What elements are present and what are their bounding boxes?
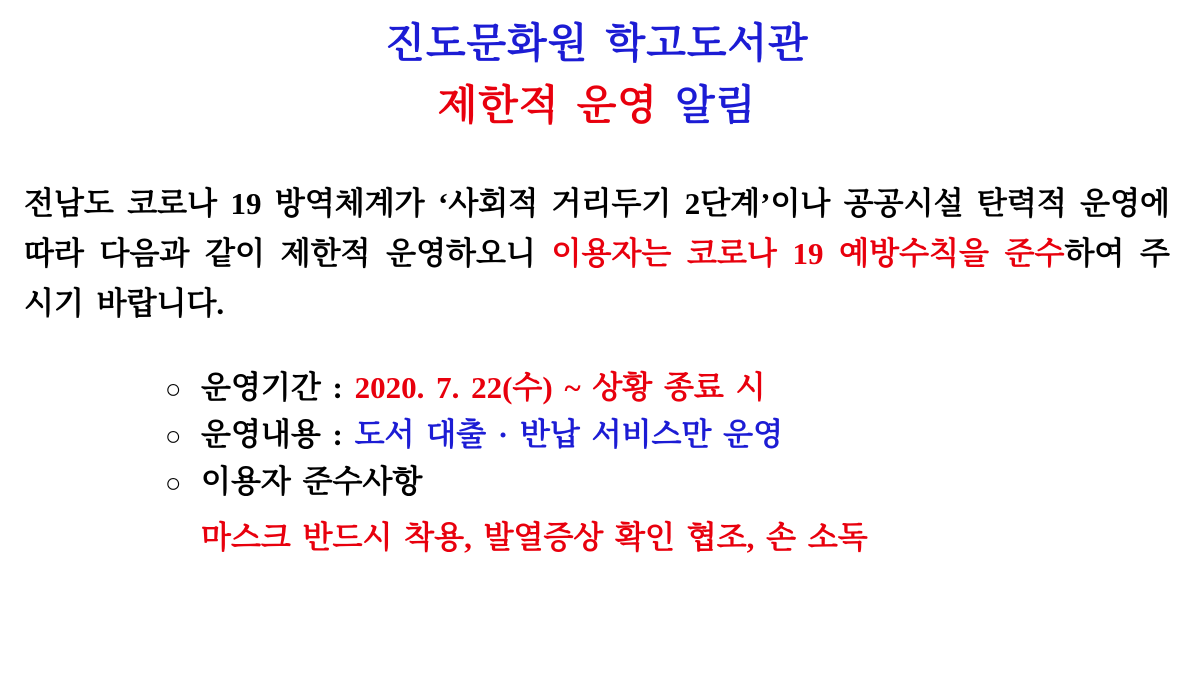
list-item-label: 운영내용 : [201, 416, 355, 452]
user-guidelines-note: 마스크 반드시 착용, 발열증상 확인 협조, 손 소독 [201, 520, 868, 556]
list-item-value: 2020. 7. 22(수) ~ 상황 종료 시 [354, 369, 766, 405]
list-item [165, 458, 1194, 505]
list-item-content [201, 411, 1194, 458]
page-title-line-1: 진도문화원 학고도서관 [385, 20, 809, 66]
list-item [165, 411, 1194, 458]
paragraph-emphasis: 이용자는 코로나 19 예방수칙을 준수 [551, 236, 1065, 272]
list-item-content [201, 364, 1194, 411]
paragraph-part-2: 하여 주시기 바랍니다. [24, 236, 1170, 322]
list-item-label: 이용자 준수사항 [201, 463, 423, 499]
circle-bullet-icon: ○ [165, 420, 182, 451]
list-item-note-row [165, 505, 1194, 562]
list-item-content [201, 458, 1194, 505]
circle-bullet-icon: ○ [165, 467, 182, 498]
paragraph-part-1: 전남도 코로나 19 방역체계가 ‘사회적 거리두기 2단계’이나 공공시설 탄력적 운영에 따라 다음과 같이 제한적 운영하오니 [24, 186, 1170, 272]
notice-paragraph [24, 179, 1170, 330]
page-title-line-2 [0, 73, 1194, 139]
page-title-suffix: 알림 [675, 82, 757, 129]
notice-item-list [0, 364, 1194, 562]
document-title-block [0, 0, 1194, 139]
circle-bullet-icon: ○ [165, 373, 182, 404]
list-item-label: 운영기간 : [201, 369, 355, 405]
page-title-emphasis: 제한적 운영 [437, 82, 658, 129]
list-item [165, 364, 1194, 411]
list-item-value: 도서 대출 · 반납 서비스만 운영 [354, 416, 784, 452]
